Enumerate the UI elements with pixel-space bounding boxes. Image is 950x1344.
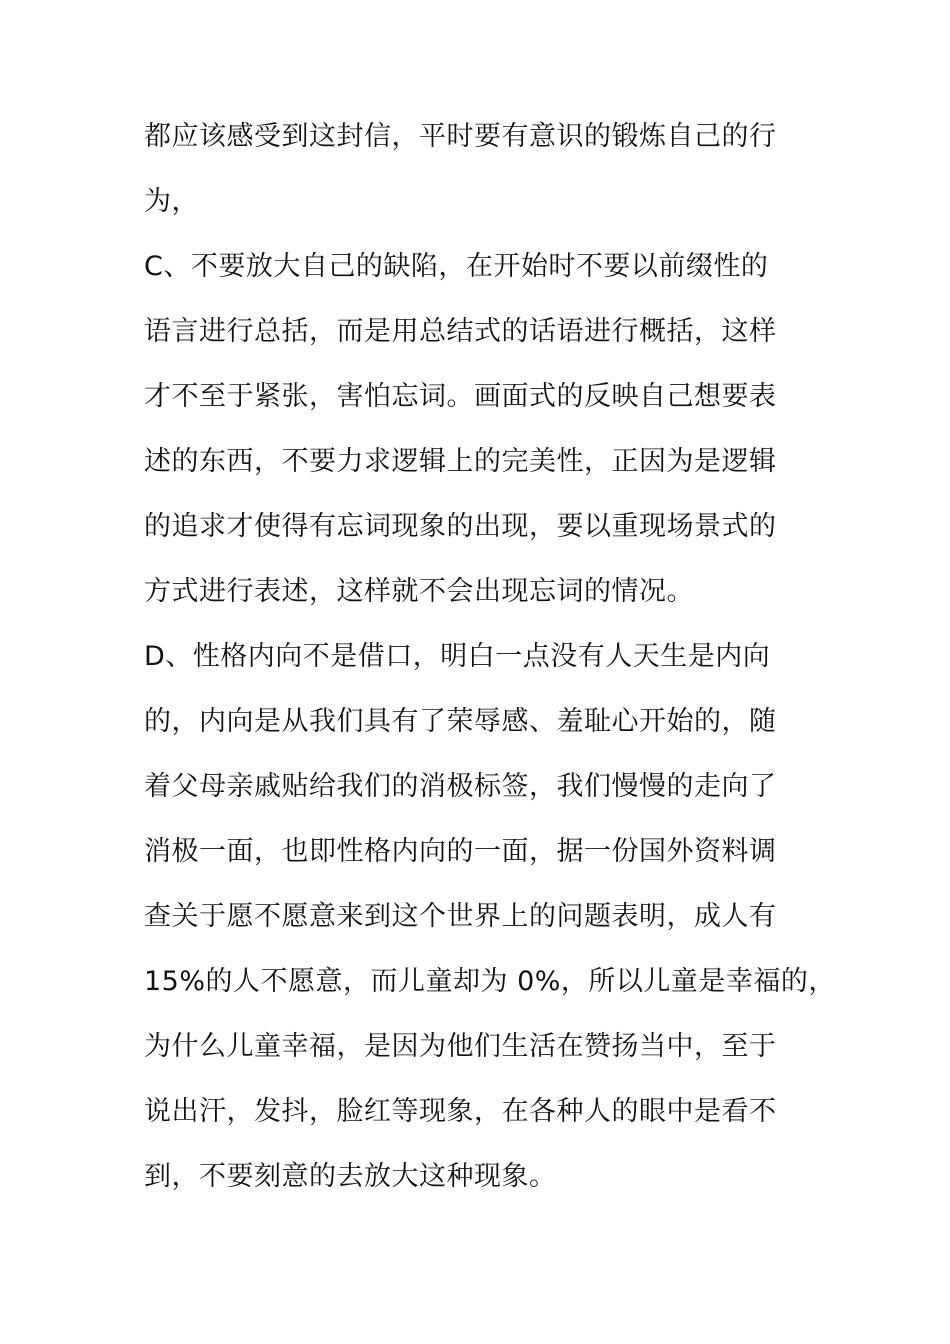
text-line: D、性格内向不是借口，明白一点没有人天生是内向	[144, 641, 771, 672]
text-line: 述的东西，不要力求逻辑上的完美性，正因为是逻辑	[144, 446, 777, 477]
text-line: 说出汗，发抖，脸红等现象，在各种人的眼中是看不	[144, 1096, 777, 1127]
text-line: 方式进行表述，这样就不会出现忘词的情况。	[144, 576, 694, 607]
text-line: 查关于愿不愿意来到这个世界上的问题表明，成人有	[144, 901, 777, 932]
text-line: C、不要放大自己的缺陷，在开始时不要以前缀性的	[144, 251, 769, 282]
text-line: 消极一面，也即性格内向的一面，据一份国外资料调	[144, 836, 777, 867]
text-line: 才不至于紧张，害怕忘词。画面式的反映自己想要表	[144, 381, 777, 412]
text-line: 为什么儿童幸福，是因为他们生活在赞扬当中，至于	[144, 1031, 777, 1062]
text-line: 到，不要刻意的去放大这种现象。	[144, 1161, 557, 1192]
text-line: 都应该感受到这封信，平时要有意识的锻炼自己的行	[144, 121, 777, 152]
text-line: 语言进行总括，而是用总结式的话语进行概括，这样	[144, 316, 777, 347]
text-line: 的追求才使得有忘词现象的出现，要以重现场景式的	[144, 511, 777, 542]
text-line: 15%的人不愿意，而儿童却为 0%，所以儿童是幸福的，	[144, 966, 836, 997]
text-line: 为，	[144, 186, 199, 217]
text-line: 的，内向是从我们具有了荣辱感、羞耻心开始的，随	[144, 706, 777, 737]
text-line: 着父母亲戚贴给我们的消极标签，我们慢慢的走向了	[144, 771, 777, 802]
document-body	[144, 104, 836, 1209]
